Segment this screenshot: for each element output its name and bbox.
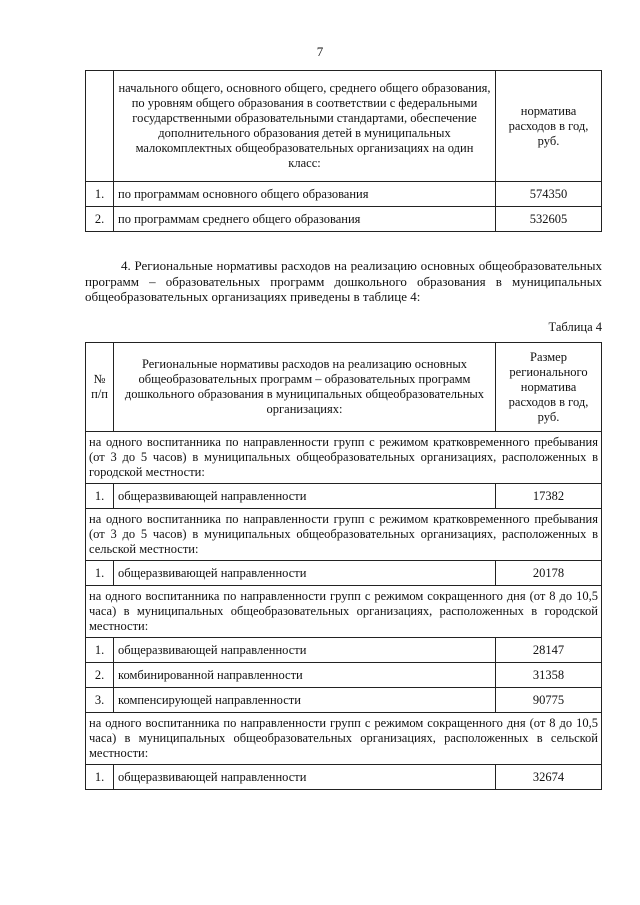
row-number: 1.	[86, 561, 114, 586]
header-num-cell	[86, 71, 114, 182]
group-title-row	[86, 432, 602, 484]
table-row	[86, 765, 602, 790]
header-text-cell: начального общего, основного общего, среднего общего образования, по уровням общего образования в соответствии с федеральными государственными образовательными стандартами, обеспечение дополнительного образования детей в муниципальных малокомплектных общеобразовательных организациях на один класс:	[114, 71, 496, 182]
row-label: компенсирующей направленности	[114, 688, 496, 713]
page-number: 7	[316, 44, 324, 59]
row-value: 28147	[496, 638, 602, 663]
row-value: 90775	[496, 688, 602, 713]
table-row	[86, 663, 602, 688]
table-header-row	[86, 343, 602, 432]
group-title: на одного воспитанника по направленности групп с режимом сокращенного дня (от 8 до 10,5 часа) в муниципальных общеобразовательных организациях, расположенных в сельской местности:	[86, 713, 602, 765]
row-value: 532605	[496, 207, 602, 232]
row-label: комбинированной направленности	[114, 663, 496, 688]
header-num-cell: № п/п	[86, 343, 114, 432]
row-label: общеразвивающей направленности	[114, 765, 496, 790]
group-title: на одного воспитанника по направленности групп с режимом кратковременного пребывания (от 3 до 5 часов) в муниципальных общеобразовательных организациях, расположенных в городской местности:	[86, 432, 602, 484]
table-caption: Таблица 4	[548, 320, 602, 334]
group-title-row	[86, 509, 602, 561]
row-number: 1.	[86, 182, 114, 207]
body-paragraph: 4. Региональные нормативы расходов на реализацию основных общеобразовательных программ – образовательных программ дошкольного образования в муниципальных общеобразовательных организациях приведены в таблице 4:	[85, 258, 602, 304]
table-row	[86, 484, 602, 509]
row-label: общеразвивающей направленности	[114, 638, 496, 663]
table-3-continuation	[85, 70, 602, 232]
row-label: по программам среднего общего образования	[114, 207, 496, 232]
group-title: на одного воспитанника по направленности групп с режимом кратковременного пребывания (от 3 до 5 часов) в муниципальных общеобразовательных организациях, расположенных в сельской местности:	[86, 509, 602, 561]
table-row	[86, 688, 602, 713]
row-label: общеразвивающей направленности	[114, 484, 496, 509]
row-label: по программам основного общего образования	[114, 182, 496, 207]
table-4	[85, 342, 602, 790]
row-value: 574350	[496, 182, 602, 207]
header-value-cell: норматива расходов в год, руб.	[496, 71, 602, 182]
row-value: 32674	[496, 765, 602, 790]
group-title-row	[86, 713, 602, 765]
row-number: 1.	[86, 484, 114, 509]
row-number: 2.	[86, 663, 114, 688]
group-title: на одного воспитанника по направленности групп с режимом сокращенного дня (от 8 до 10,5 часа) в муниципальных общеобразовательных организациях, расположенных в городской местности:	[86, 586, 602, 638]
row-value: 20178	[496, 561, 602, 586]
row-label: общеразвивающей направленности	[114, 561, 496, 586]
row-value: 17382	[496, 484, 602, 509]
table-row	[86, 207, 602, 232]
group-title-row	[86, 586, 602, 638]
header-text-cell: Региональные нормативы расходов на реализацию основных общеобразовательных программ – образовательных программ дошкольного образования в муниципальных общеобразовательных организациях:	[114, 343, 496, 432]
table-row	[86, 561, 602, 586]
row-value: 31358	[496, 663, 602, 688]
table-row	[86, 182, 602, 207]
row-number: 2.	[86, 207, 114, 232]
header-value-cell: Размер регионального норматива расходов в год, руб.	[496, 343, 602, 432]
row-number: 1.	[86, 638, 114, 663]
table-row	[86, 638, 602, 663]
row-number: 1.	[86, 765, 114, 790]
table-header-row	[86, 71, 602, 182]
row-number: 3.	[86, 688, 114, 713]
